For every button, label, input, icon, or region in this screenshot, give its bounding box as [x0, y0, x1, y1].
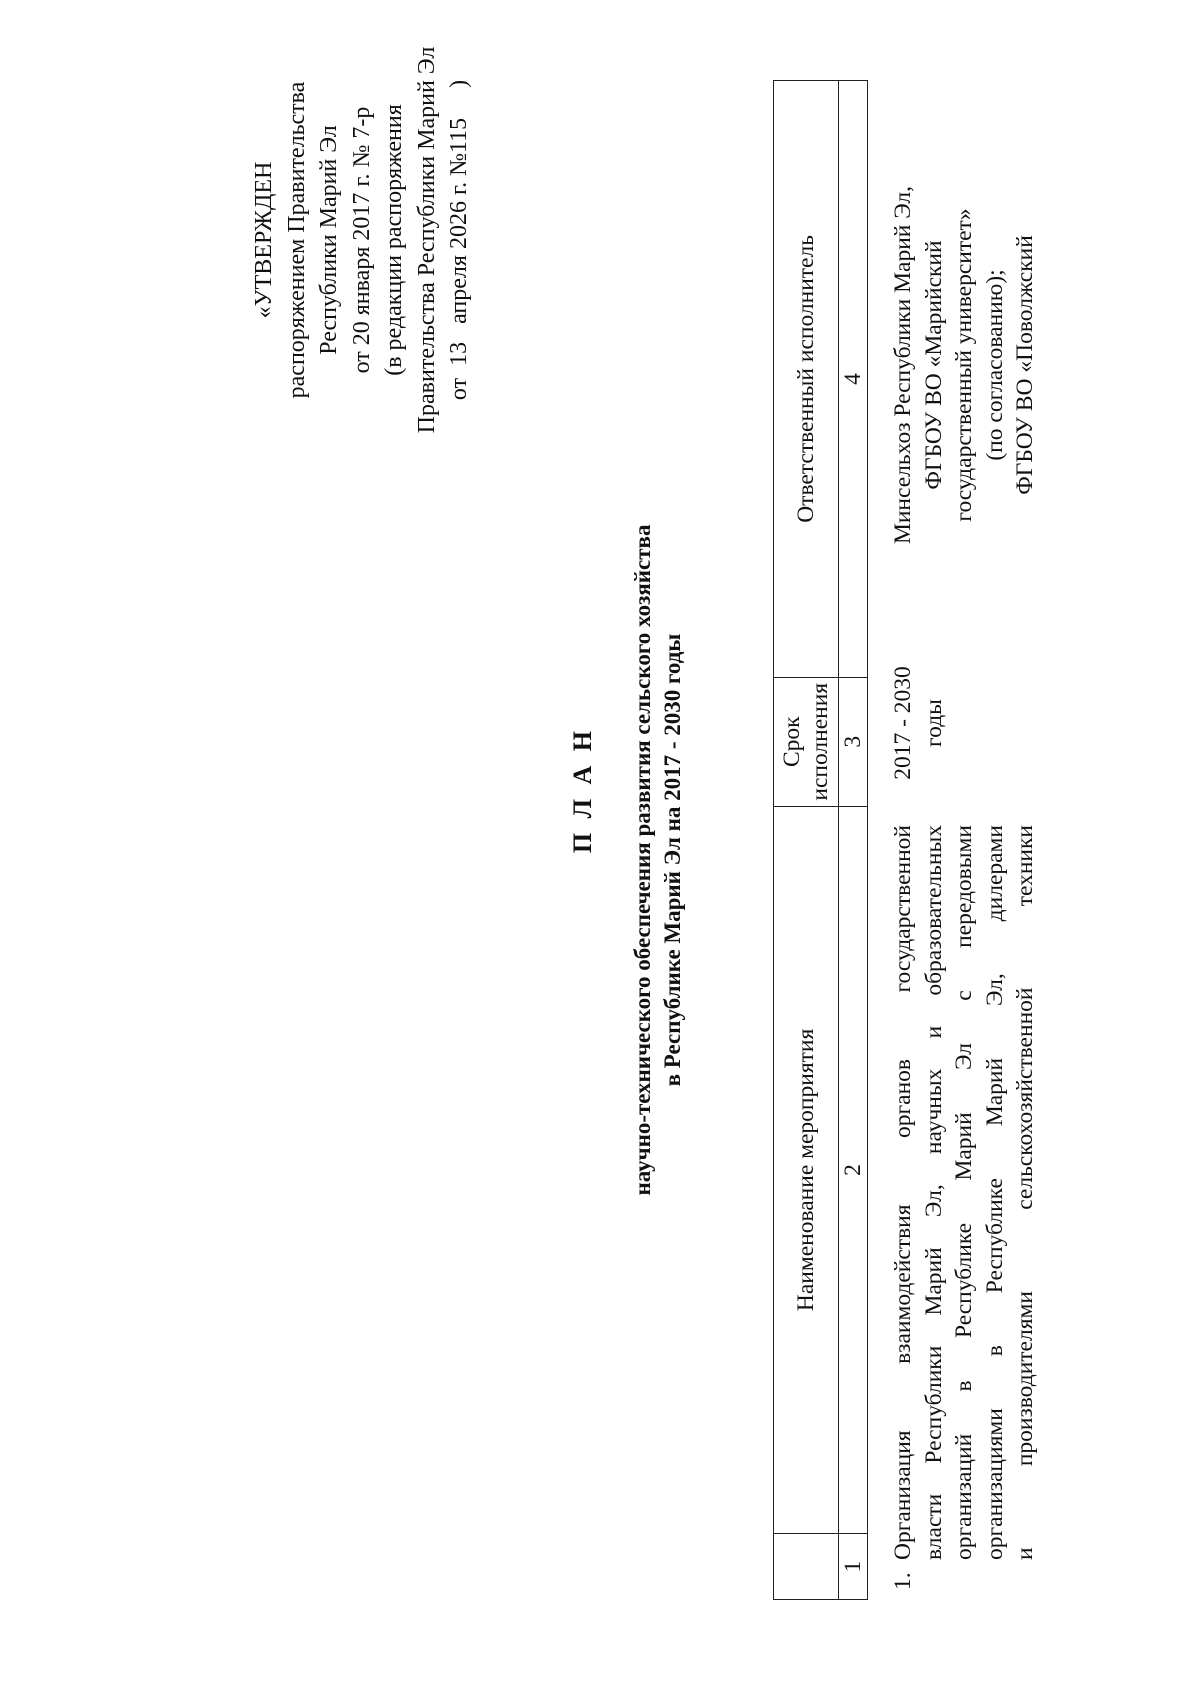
- subtitle-line: в Республике Марий Эл на 2017 - 2030 годы: [660, 633, 685, 1087]
- approval-line: Республики Марий Эл: [316, 125, 342, 355]
- approval-line: от 20 января 2017 г. № 7-р: [348, 106, 375, 374]
- header-cell-term: Срок исполнения: [774, 677, 839, 806]
- page-subtitle: [628, 310, 688, 1410]
- subtitle-line: научно-технического обеспечения развития сельского хозяйства: [630, 524, 655, 1196]
- row-executor-line: Минсельхоз Республики Марий Эл,: [890, 185, 916, 545]
- column-number-cell: 3: [839, 677, 868, 806]
- approval-line: от 13 апреля 2026 г. №115 ): [446, 79, 472, 401]
- row-name-line: организаций в Республике Марий Эл с передовыми: [951, 825, 977, 1560]
- row-executor-line: ФГБОУ ВО «Поволжский: [1012, 235, 1038, 495]
- approval-line: распоряжением Правительства: [283, 81, 310, 399]
- approval-line: (в редакции распоряжения: [381, 104, 407, 376]
- table-column-numbers-row: [839, 81, 868, 1600]
- row-executor-line: государственный университет»: [951, 208, 977, 522]
- row-name-line: власти Республики Марий Эл, научных и образовательных: [920, 825, 947, 1560]
- row-name-line: Организация взаимодействия органов государственной: [890, 825, 916, 1560]
- approval-line: Правительства Республики Марий Эл: [413, 46, 440, 434]
- column-number-cell: 1: [839, 1534, 868, 1600]
- approval-line: «УТВЕРЖДЕН: [251, 161, 277, 319]
- plan-table: [773, 80, 868, 1600]
- header-cell-executor: Ответственный исполнитель: [774, 81, 839, 678]
- column-number-cell: 4: [839, 81, 868, 678]
- row-number: 1.: [890, 1572, 916, 1590]
- row-executor-line: ФГБОУ ВО «Марийский: [920, 240, 947, 490]
- row-term-line: годы: [920, 699, 947, 747]
- row-name-line: и производителями сельскохозяйственной техники: [1012, 825, 1038, 1560]
- row-name: [888, 825, 1041, 1560]
- table-header-row: [774, 81, 839, 1600]
- row-executor: [888, 65, 1041, 665]
- document-page: [38, 46, 1158, 1620]
- page-title: П Л А Н: [568, 726, 597, 854]
- header-cell-name: Наименование мероприятия: [774, 806, 839, 1534]
- row-name-line: организациями в Республике Марий Эл, дилерами: [981, 825, 1008, 1560]
- row-term-line: 2017 - 2030: [890, 666, 916, 780]
- column-number-cell: 2: [839, 806, 868, 1534]
- approval-stamp: [248, 0, 476, 480]
- row-term: [888, 658, 949, 788]
- header-cell-number: [774, 1534, 839, 1600]
- row-executor-line: (по согласованию);: [981, 269, 1008, 461]
